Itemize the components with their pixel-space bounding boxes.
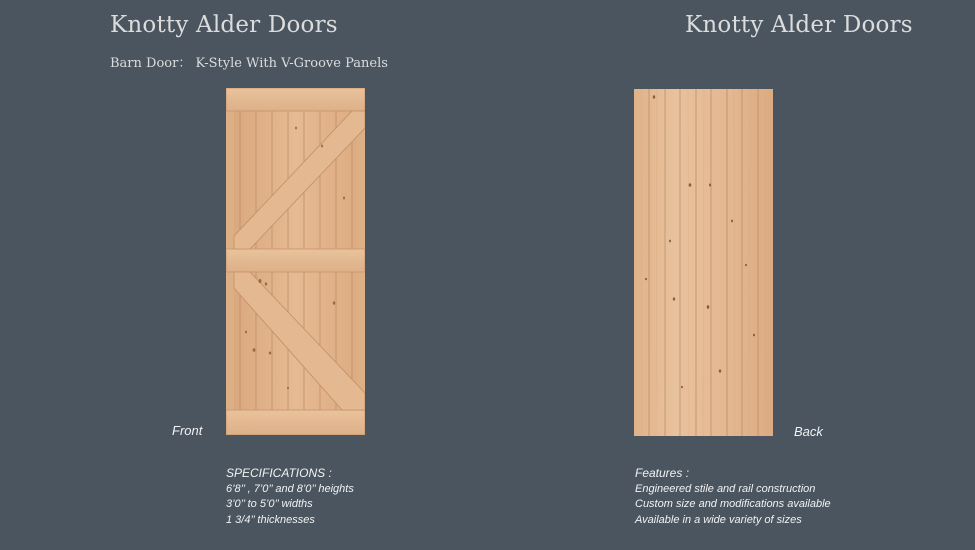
title-right: Knotty Alder Doors: [685, 12, 913, 38]
specifications-list: [226, 466, 354, 528]
spec-widths: 3’0’’ to 5’0’’ widths: [226, 498, 313, 510]
front-door-image: [226, 88, 365, 435]
back-door-image: [634, 89, 773, 436]
title-left: Knotty Alder Doors: [110, 12, 338, 38]
feature-variety: Available in a wide variety of sizes: [635, 513, 802, 526]
subtitle: Barn Door： K-Style With V-Groove Panels: [110, 56, 388, 71]
feature-custom-size: Custom size and modifications available: [635, 498, 831, 510]
back-caption: Back: [794, 424, 823, 439]
spec-heights: 6’8’’ , 7’0’’ and 8’0’’ heights: [226, 482, 354, 495]
features-heading: Features :: [635, 466, 690, 480]
feature-construction: Engineered stile and rail construction: [635, 482, 816, 495]
spec-thickness: 1 3/4’’ thicknesses: [226, 513, 315, 526]
features-list: [635, 466, 831, 528]
specifications-heading: SPECIFICATIONS :: [226, 466, 332, 480]
front-caption: Front: [172, 423, 203, 438]
